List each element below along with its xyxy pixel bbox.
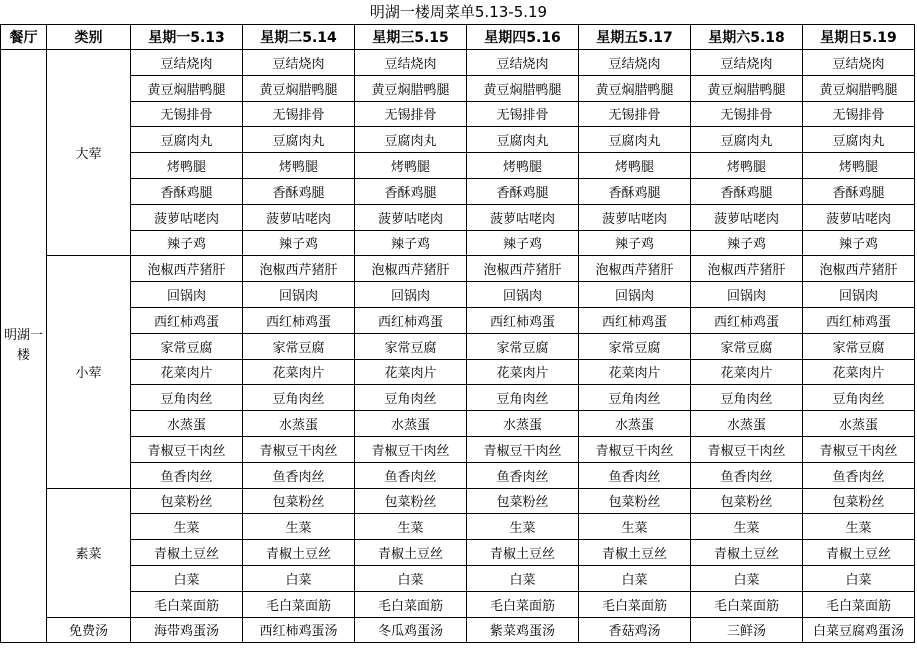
dish-cell: 毛白菜面筋 (467, 591, 579, 617)
dish-cell: 黄豆焖腊鸭腿 (355, 75, 467, 101)
dish-cell: 豆结烧肉 (691, 50, 803, 76)
dish-cell: 白菜 (803, 565, 915, 591)
dish-cell: 豆角肉丝 (131, 385, 243, 411)
dish-cell: 花菜肉片 (131, 359, 243, 385)
dish-cell: 生菜 (355, 514, 467, 540)
dish-cell: 泡椒西芹猪肝 (355, 256, 467, 282)
dish-cell: 青椒土豆丝 (243, 540, 355, 566)
dish-cell: 豆腐肉丸 (467, 127, 579, 153)
dish-cell: 西红柿鸡蛋 (131, 307, 243, 333)
dish-cell: 家常豆腐 (355, 333, 467, 359)
table-row (1, 385, 915, 411)
dish-cell: 包菜粉丝 (691, 488, 803, 514)
dish-cell: 家常豆腐 (691, 333, 803, 359)
dish-cell: 白菜 (579, 565, 691, 591)
dish-cell: 西红柿鸡蛋 (355, 307, 467, 333)
dish-cell: 辣子鸡 (243, 230, 355, 256)
category-cell: 大荤 (47, 50, 131, 256)
dish-cell: 豆角肉丝 (467, 385, 579, 411)
dish-cell: 回锅肉 (131, 282, 243, 308)
dish-cell: 无锡排骨 (355, 101, 467, 127)
dish-cell: 香酥鸡腿 (803, 178, 915, 204)
dish-cell: 豆结烧肉 (243, 50, 355, 76)
dish-cell: 水蒸蛋 (467, 411, 579, 437)
dish-cell: 菠萝咕咾肉 (579, 204, 691, 230)
table-row (1, 50, 915, 76)
dish-cell: 香酥鸡腿 (467, 178, 579, 204)
dish-cell: 白菜 (243, 565, 355, 591)
dish-cell: 鱼香肉丝 (467, 462, 579, 488)
dish-cell: 黄豆焖腊鸭腿 (131, 75, 243, 101)
table-row (1, 436, 915, 462)
dish-cell: 鱼香肉丝 (355, 462, 467, 488)
table-row (1, 333, 915, 359)
dish-cell: 烤鸭腿 (355, 153, 467, 179)
dish-cell: 黄豆焖腊鸭腿 (803, 75, 915, 101)
dish-cell: 回锅肉 (803, 282, 915, 308)
dish-cell: 水蒸蛋 (131, 411, 243, 437)
dish-cell: 豆结烧肉 (467, 50, 579, 76)
table-row (1, 153, 915, 179)
dish-cell: 包菜粉丝 (467, 488, 579, 514)
dish-cell: 黄豆焖腊鸭腿 (579, 75, 691, 101)
dish-cell: 豆结烧肉 (579, 50, 691, 76)
dish-cell: 毛白菜面筋 (803, 591, 915, 617)
table-row (1, 178, 915, 204)
menu-table (0, 24, 915, 643)
dish-cell: 烤鸭腿 (691, 153, 803, 179)
table-row (1, 75, 915, 101)
canteen-name-cell: 明湖一楼 (1, 50, 47, 643)
dish-cell: 回锅肉 (691, 282, 803, 308)
dish-cell: 家常豆腐 (579, 333, 691, 359)
dish-cell: 西红柿鸡蛋 (691, 307, 803, 333)
dish-cell: 毛白菜面筋 (131, 591, 243, 617)
dish-cell: 包菜粉丝 (243, 488, 355, 514)
table-row (1, 359, 915, 385)
table-row (1, 565, 915, 591)
dish-cell: 包菜粉丝 (131, 488, 243, 514)
dish-cell: 青椒土豆丝 (691, 540, 803, 566)
dish-cell: 泡椒西芹猪肝 (243, 256, 355, 282)
dish-cell: 泡椒西芹猪肝 (691, 256, 803, 282)
dish-cell: 青椒豆干肉丝 (355, 436, 467, 462)
table-row (1, 540, 915, 566)
dish-cell: 豆腐肉丸 (579, 127, 691, 153)
dish-cell: 豆角肉丝 (579, 385, 691, 411)
dish-cell: 鱼香肉丝 (579, 462, 691, 488)
dish-cell: 生菜 (131, 514, 243, 540)
dish-cell: 白菜 (131, 565, 243, 591)
dish-cell: 白菜 (467, 565, 579, 591)
dish-cell: 生菜 (579, 514, 691, 540)
soup-cell: 西红柿鸡蛋汤 (243, 617, 355, 643)
dish-cell: 无锡排骨 (803, 101, 915, 127)
dish-cell: 烤鸭腿 (243, 153, 355, 179)
dish-cell: 毛白菜面筋 (579, 591, 691, 617)
dish-cell: 香酥鸡腿 (243, 178, 355, 204)
soup-cell: 香菇鸡汤 (579, 617, 691, 643)
dish-cell: 烤鸭腿 (579, 153, 691, 179)
dish-cell: 无锡排骨 (131, 101, 243, 127)
dish-cell: 西红柿鸡蛋 (579, 307, 691, 333)
dish-cell: 菠萝咕咾肉 (803, 204, 915, 230)
table-row (1, 411, 915, 437)
soup-cell: 白菜豆腐鸡蛋汤 (803, 617, 915, 643)
dish-cell: 家常豆腐 (803, 333, 915, 359)
dish-cell: 无锡排骨 (467, 101, 579, 127)
dish-cell: 豆角肉丝 (243, 385, 355, 411)
dish-cell: 无锡排骨 (691, 101, 803, 127)
dish-cell: 青椒豆干肉丝 (803, 436, 915, 462)
dish-cell: 生菜 (803, 514, 915, 540)
dish-cell: 鱼香肉丝 (803, 462, 915, 488)
soup-cell: 三鲜汤 (691, 617, 803, 643)
table-row (1, 230, 915, 256)
dish-cell: 黄豆焖腊鸭腿 (467, 75, 579, 101)
dish-cell: 豆结烧肉 (803, 50, 915, 76)
soup-category-cell: 免费汤 (47, 617, 131, 643)
dish-cell: 香酥鸡腿 (691, 178, 803, 204)
dish-cell: 青椒土豆丝 (579, 540, 691, 566)
dish-cell: 毛白菜面筋 (355, 591, 467, 617)
category-cell: 小荤 (47, 256, 131, 488)
dish-cell: 辣子鸡 (803, 230, 915, 256)
dish-cell: 水蒸蛋 (355, 411, 467, 437)
dish-cell: 泡椒西芹猪肝 (131, 256, 243, 282)
dish-cell: 青椒土豆丝 (803, 540, 915, 566)
dish-cell: 包菜粉丝 (355, 488, 467, 514)
dish-cell: 青椒土豆丝 (355, 540, 467, 566)
table-row (1, 462, 915, 488)
dish-cell: 泡椒西芹猪肝 (803, 256, 915, 282)
dish-cell: 菠萝咕咾肉 (243, 204, 355, 230)
table-row (1, 282, 915, 308)
dish-cell: 包菜粉丝 (579, 488, 691, 514)
dish-cell: 花菜肉片 (467, 359, 579, 385)
dish-cell: 毛白菜面筋 (243, 591, 355, 617)
dish-cell: 豆腐肉丸 (131, 127, 243, 153)
dish-cell: 香酥鸡腿 (579, 178, 691, 204)
dish-cell: 水蒸蛋 (691, 411, 803, 437)
dish-cell: 鱼香肉丝 (243, 462, 355, 488)
dish-cell: 豆角肉丝 (691, 385, 803, 411)
dish-cell: 青椒豆干肉丝 (131, 436, 243, 462)
dish-cell: 回锅肉 (355, 282, 467, 308)
dish-cell: 无锡排骨 (243, 101, 355, 127)
table-row (1, 127, 915, 153)
dish-cell: 菠萝咕咾肉 (691, 204, 803, 230)
category-cell: 素菜 (47, 488, 131, 617)
dish-cell: 水蒸蛋 (803, 411, 915, 437)
dish-cell: 青椒土豆丝 (131, 540, 243, 566)
header-row (1, 25, 915, 50)
dish-cell: 生菜 (467, 514, 579, 540)
dish-cell: 青椒土豆丝 (467, 540, 579, 566)
dish-cell: 豆腐肉丸 (243, 127, 355, 153)
dish-cell: 烤鸭腿 (467, 153, 579, 179)
dish-cell: 青椒豆干肉丝 (467, 436, 579, 462)
dish-cell: 水蒸蛋 (579, 411, 691, 437)
dish-cell: 家常豆腐 (131, 333, 243, 359)
dish-cell: 豆腐肉丸 (803, 127, 915, 153)
header-canteen: 餐厅 (1, 25, 47, 50)
dish-cell: 回锅肉 (467, 282, 579, 308)
dish-cell: 水蒸蛋 (243, 411, 355, 437)
dish-cell: 辣子鸡 (579, 230, 691, 256)
dish-cell: 花菜肉片 (579, 359, 691, 385)
soup-cell: 冬瓜鸡蛋汤 (355, 617, 467, 643)
dish-cell: 生菜 (243, 514, 355, 540)
soup-row (1, 617, 915, 643)
dish-cell: 西红柿鸡蛋 (467, 307, 579, 333)
dish-cell: 菠萝咕咾肉 (131, 204, 243, 230)
dish-cell: 辣子鸡 (467, 230, 579, 256)
header-day: 星期二5.14 (243, 25, 355, 50)
table-row (1, 101, 915, 127)
menu-body (1, 50, 915, 643)
header-category: 类别 (47, 25, 131, 50)
dish-cell: 家常豆腐 (243, 333, 355, 359)
dish-cell: 烤鸭腿 (131, 153, 243, 179)
dish-cell: 家常豆腐 (467, 333, 579, 359)
header-day: 星期一5.13 (131, 25, 243, 50)
dish-cell: 泡椒西芹猪肝 (467, 256, 579, 282)
dish-cell: 白菜 (691, 565, 803, 591)
dish-cell: 无锡排骨 (579, 101, 691, 127)
dish-cell: 鱼香肉丝 (691, 462, 803, 488)
dish-cell: 辣子鸡 (131, 230, 243, 256)
table-row (1, 256, 915, 282)
dish-cell: 黄豆焖腊鸭腿 (691, 75, 803, 101)
header-day: 星期六5.18 (691, 25, 803, 50)
dish-cell: 豆结烧肉 (131, 50, 243, 76)
dish-cell: 白菜 (355, 565, 467, 591)
table-row (1, 488, 915, 514)
dish-cell: 回锅肉 (579, 282, 691, 308)
header-day: 星期四5.16 (467, 25, 579, 50)
dish-cell: 包菜粉丝 (803, 488, 915, 514)
header-day: 星期五5.17 (579, 25, 691, 50)
soup-cell: 紫菜鸡蛋汤 (467, 617, 579, 643)
dish-cell: 回锅肉 (243, 282, 355, 308)
dish-cell: 西红柿鸡蛋 (243, 307, 355, 333)
dish-cell: 豆结烧肉 (355, 50, 467, 76)
dish-cell: 豆腐肉丸 (691, 127, 803, 153)
table-row (1, 591, 915, 617)
table-row (1, 514, 915, 540)
dish-cell: 生菜 (691, 514, 803, 540)
dish-cell: 豆角肉丝 (803, 385, 915, 411)
table-row (1, 307, 915, 333)
header-day: 星期三5.15 (355, 25, 467, 50)
dish-cell: 花菜肉片 (803, 359, 915, 385)
dish-cell: 毛白菜面筋 (691, 591, 803, 617)
dish-cell: 西红柿鸡蛋 (803, 307, 915, 333)
dish-cell: 花菜肉片 (355, 359, 467, 385)
soup-cell: 海带鸡蛋汤 (131, 617, 243, 643)
dish-cell: 黄豆焖腊鸭腿 (243, 75, 355, 101)
dish-cell: 香酥鸡腿 (131, 178, 243, 204)
header-day: 星期日5.19 (803, 25, 915, 50)
dish-cell: 青椒豆干肉丝 (243, 436, 355, 462)
dish-cell: 花菜肉片 (243, 359, 355, 385)
dish-cell: 泡椒西芹猪肝 (579, 256, 691, 282)
dish-cell: 菠萝咕咾肉 (467, 204, 579, 230)
table-row (1, 204, 915, 230)
dish-cell: 豆角肉丝 (355, 385, 467, 411)
page-title: 明湖一楼周菜单5.13-5.19 (369, 3, 548, 21)
dish-cell: 花菜肉片 (691, 359, 803, 385)
dish-cell: 香酥鸡腿 (355, 178, 467, 204)
dish-cell: 辣子鸡 (691, 230, 803, 256)
dish-cell: 菠萝咕咾肉 (355, 204, 467, 230)
dish-cell: 辣子鸡 (355, 230, 467, 256)
dish-cell: 青椒豆干肉丝 (579, 436, 691, 462)
dish-cell: 青椒豆干肉丝 (691, 436, 803, 462)
dish-cell: 鱼香肉丝 (131, 462, 243, 488)
dish-cell: 豆腐肉丸 (355, 127, 467, 153)
dish-cell: 烤鸭腿 (803, 153, 915, 179)
